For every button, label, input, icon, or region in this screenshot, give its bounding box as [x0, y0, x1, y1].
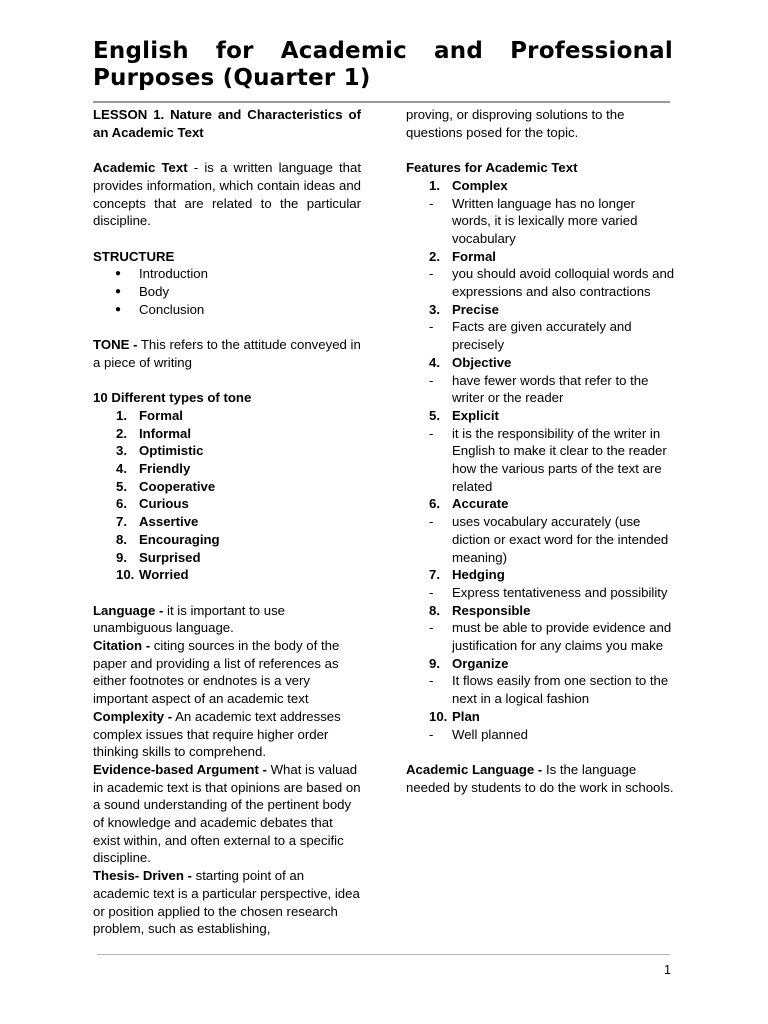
- features-heading: Features for Academic Text: [406, 160, 578, 176]
- title-word: for: [215, 38, 254, 64]
- features-list: [406, 177, 676, 744]
- list-item: 10. Worried: [116, 567, 189, 583]
- feature-description: - it is the responsibility of the writer in English to make it clear to the reader how the various parts of the text are related: [429, 425, 667, 494]
- feature-description: - It flows easily from one section to the next in a logical fashion: [429, 673, 669, 707]
- list-item: ● Introduction: [93, 265, 361, 283]
- feature-name: 5. Explicit: [429, 407, 499, 423]
- tone-types-heading: 10 Different types of tone: [93, 390, 252, 406]
- footer-divider: [97, 954, 670, 955]
- feature-name: 6. Accurate: [429, 496, 509, 512]
- term-definition: Citation - citing sources in the body of the paper and providing a list of references as either footnotes or endnotes is a very important aspect of an academic text: [93, 638, 340, 707]
- feature-description: - Written language has no longer words, it is lexically more varied vocabulary: [429, 195, 638, 246]
- left-column: [93, 106, 361, 938]
- feature-description: - uses vocabulary accurately (use diction or exact word for the intended meaning): [429, 514, 669, 565]
- title-word: English: [93, 38, 189, 64]
- academic-text-definition: Academic Text - is a written language that provides information, which contain ideas and concepts that are related to the particular discipline.: [93, 160, 362, 229]
- list-item: 9. Surprised: [116, 549, 201, 565]
- document-title: [93, 38, 673, 92]
- tone-types-list: [93, 407, 361, 584]
- feature-name: 1. Complex: [429, 177, 508, 193]
- page-number: 1: [664, 963, 671, 977]
- feature-name: 10. Plan: [429, 708, 480, 724]
- feature-name: 7. Hedging: [429, 567, 505, 583]
- feature-name: 8. Responsible: [429, 602, 531, 618]
- feature-name: 3. Precise: [429, 301, 499, 317]
- feature-description: - Express tentativeness and possibility: [429, 584, 668, 600]
- feature-name: 9. Organize: [429, 655, 509, 671]
- list-item: 8. Encouraging: [116, 531, 220, 547]
- feature-description: - Facts are given accurately and precisely: [429, 319, 632, 353]
- header-divider: [93, 101, 670, 103]
- tone-definition: TONE - This refers to the attitude conveyed in a piece of writing: [93, 337, 361, 370]
- feature-name: 4. Objective: [429, 354, 512, 370]
- structure-heading: STRUCTURE: [93, 248, 175, 264]
- list-item: ● Body: [93, 283, 361, 301]
- list-item: 1. Formal: [116, 407, 183, 423]
- feature-description: - you should avoid colloquial words and expressions and also contractions: [429, 266, 675, 300]
- list-item: 4. Friendly: [116, 461, 191, 476]
- term: Academic Text: [93, 160, 188, 176]
- list-item: ● Conclusion: [93, 301, 361, 319]
- title-word: and: [434, 38, 483, 64]
- right-column: [406, 106, 676, 796]
- title-line-2: Purposes (Quarter 1): [93, 65, 371, 91]
- feature-name: 2. Formal: [429, 248, 496, 264]
- structure-list: [93, 265, 361, 318]
- title-word: Professional: [510, 38, 673, 64]
- term-definition: Language - it is important to use unambiguous language.: [93, 602, 286, 636]
- continuation-text: proving, or disproving solutions to the questions posed for the topic.: [406, 107, 625, 140]
- lesson-heading: LESSON 1. Nature and Characteristics of an Academic Text: [93, 107, 361, 140]
- title-line-1: [93, 38, 673, 65]
- feature-description: - must be able to provide evidence and justification for any claims you make: [429, 620, 672, 654]
- academic-language-definition: Academic Language - Is the language needed by students to do the work in schools.: [406, 761, 674, 795]
- feature-description: - have fewer words that refer to the writer or the reader: [429, 372, 649, 406]
- term-definition: Evidence-based Argument - What is valuad in academic text is that opinions are based on a sound understanding of the pertinent body of knowledge and academic debates that exist within, and often external to a specific discipline.: [93, 761, 361, 866]
- list-item: 6. Curious: [116, 496, 189, 512]
- term-definition: Complexity - An academic text addresses complex issues that require higher order thinking skills to comprehend.: [93, 708, 341, 760]
- list-item: 2. Informal: [116, 425, 192, 441]
- list-item: 7. Assertive: [116, 514, 199, 530]
- list-item: 5. Cooperative: [116, 478, 216, 494]
- list-item: 3. Optimistic: [116, 443, 204, 459]
- term-definition: Thesis- Driven - starting point of an academic text is a particular perspective, idea or position applied to the chosen research problem, such as establishing,: [93, 868, 360, 937]
- title-word: Academic: [280, 38, 407, 64]
- feature-description: - Well planned: [429, 726, 529, 742]
